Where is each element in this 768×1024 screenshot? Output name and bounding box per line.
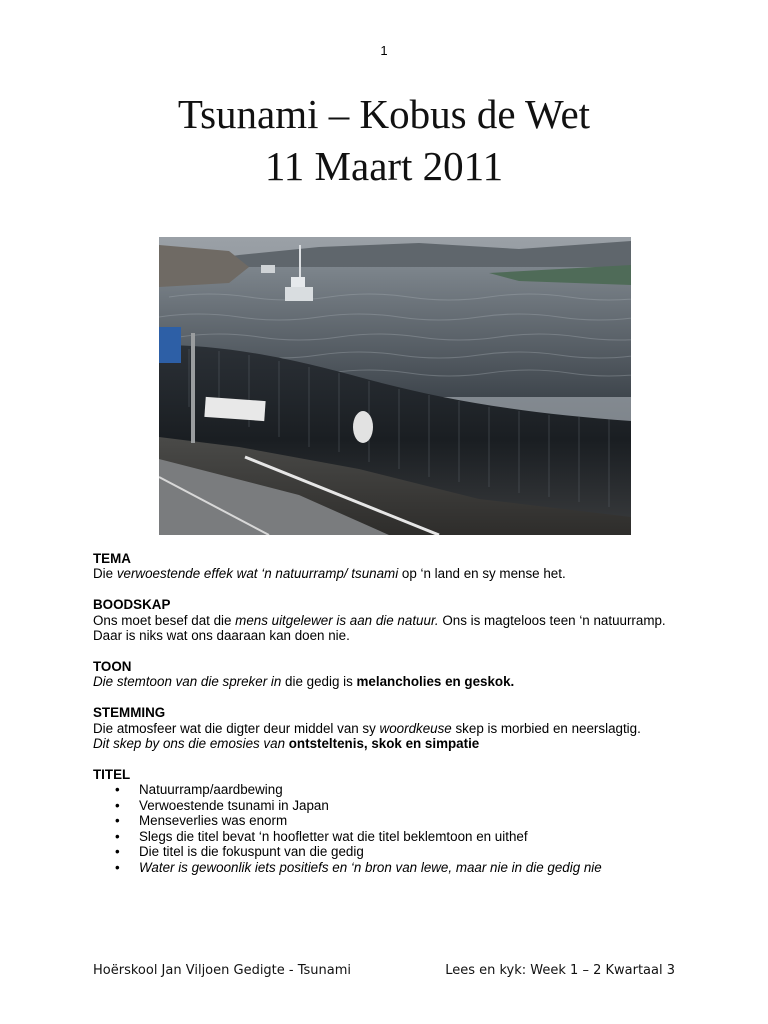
list-item	[93, 829, 693, 844]
titel-list	[93, 782, 693, 874]
toon-text-bold: melancholies en geskok.	[356, 674, 515, 690]
tema-text-1: Die	[93, 566, 117, 582]
stemming-text-italic-1: woordkeuse	[379, 720, 452, 736]
bullet-icon: •	[115, 813, 120, 829]
boodskap-text-italic: mens uitgelewer is aan die natuur.	[235, 612, 439, 628]
page-number: 1	[380, 43, 388, 58]
toon-text: die gedig is	[281, 674, 357, 690]
stemming-text-2: skep is morbied en neerslagtig.	[451, 720, 641, 736]
tsunami-photo	[159, 237, 631, 535]
tema-text-2: op ‘n land en sy mense het.	[398, 566, 566, 582]
bullet-icon: •	[115, 828, 120, 844]
list-item-text: Die titel is die fokuspunt van die gedig	[139, 844, 364, 860]
list-item	[93, 844, 693, 859]
page-footer	[93, 963, 675, 978]
list-item-text: Slegs die titel bevat ‘n hoofletter wat die titel beklemtoon en uithef	[139, 828, 528, 844]
title-line-1: Tsunami – Kobus de Wet	[177, 91, 591, 137]
bullet-icon: •	[115, 859, 120, 875]
tema-heading: TEMA	[93, 551, 131, 566]
stemming-text-bold: ontsteltenis, skok en simpatie	[285, 736, 480, 752]
titel-heading: TITEL	[93, 767, 131, 783]
section-boodskap	[93, 597, 693, 643]
list-item-text: Water is gewoonlik iets positiefs en ‘n bron van lewe, maar nie in die gedig nie	[139, 859, 602, 875]
stemming-heading: STEMMING	[93, 705, 166, 721]
list-item	[93, 813, 693, 828]
toon-text-italic: Die stemtoon van die spreker in	[93, 674, 282, 690]
section-titel	[93, 767, 693, 875]
toon-heading: TOON	[93, 659, 132, 675]
bullet-icon: •	[115, 782, 120, 798]
list-item-text: Verwoestende tsunami in Japan	[139, 797, 329, 813]
bullet-icon: •	[115, 797, 120, 813]
stemming-text-1: Die atmosfeer wat die digter deur middel van sy	[93, 720, 380, 736]
bullet-icon: •	[115, 844, 120, 860]
page-title	[0, 88, 768, 192]
footer-left: Hoërskool Jan Viljoen Gedigte - Tsunami	[93, 963, 352, 978]
list-item	[93, 798, 693, 813]
list-item	[93, 782, 693, 797]
title-line-2: 11 Maart 2011	[264, 143, 504, 189]
notes-content	[93, 551, 693, 890]
list-item	[93, 860, 693, 875]
tema-text-italic: verwoestende effek wat ‘n natuurramp/ tsunami	[116, 566, 399, 582]
boodskap-text-2: Ons is magteloos teen ‘n natuurramp. Daar is niks wat ons daaraan kan doen nie.	[93, 612, 666, 644]
footer-right: Lees en kyk: Week 1 – 2 Kwartaal 3	[445, 963, 675, 978]
stemming-text-italic-2: Dit skep by ons die emosies van	[93, 736, 286, 752]
list-item-text: Natuurramp/aardbewing	[139, 782, 283, 798]
section-tema	[93, 551, 693, 582]
list-item-text: Menseverlies was enorm	[139, 813, 288, 829]
boodskap-heading: BOODSKAP	[93, 597, 171, 613]
boodskap-text-1: Ons moet besef dat die	[93, 612, 236, 628]
section-stemming	[93, 705, 693, 751]
section-toon	[93, 659, 693, 690]
